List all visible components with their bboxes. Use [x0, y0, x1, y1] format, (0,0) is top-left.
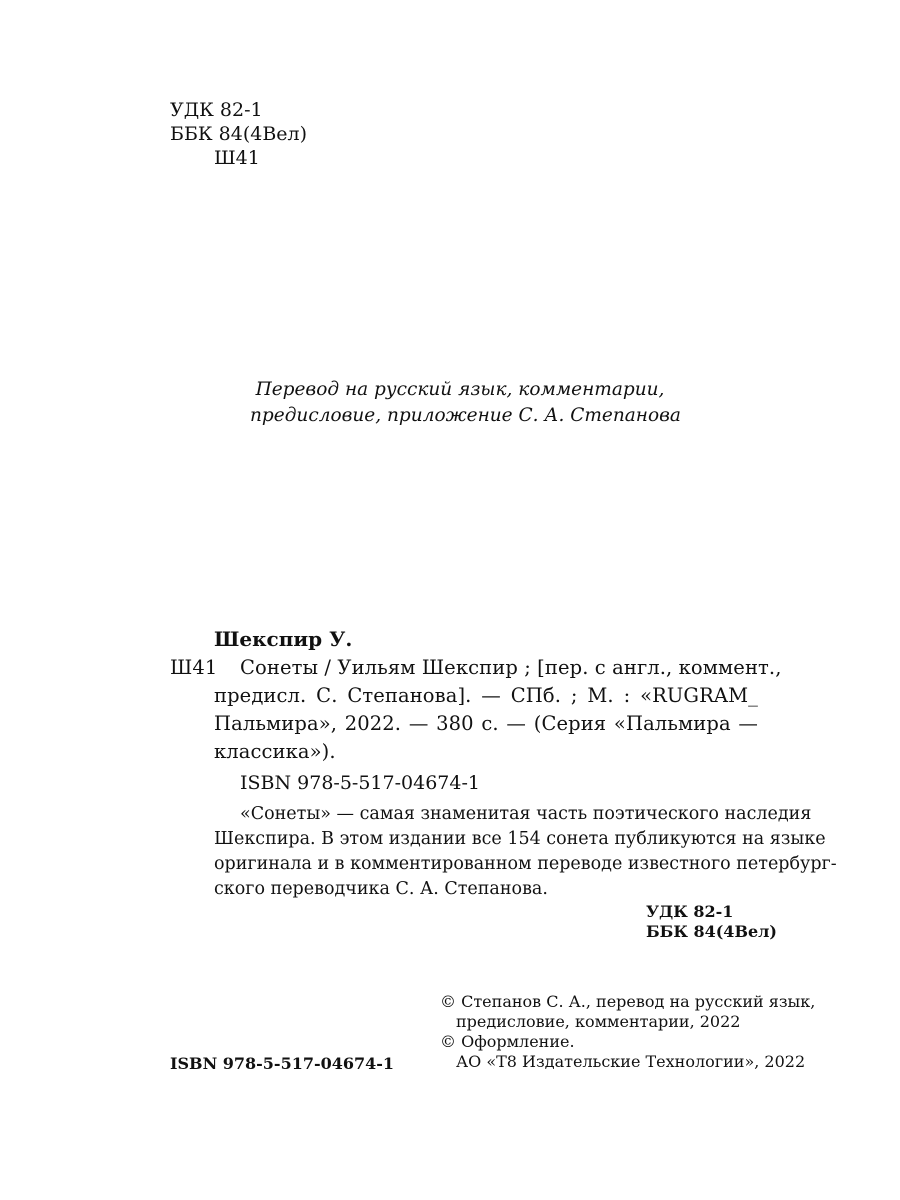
- bbk-code-top: ББК 84(4Вел): [170, 123, 308, 145]
- annotation-line-4: ского переводчика С. А. Степанова.: [214, 879, 548, 899]
- catalog-description-line-1: Сонеты / Уильям Шекспир ; [пер. с англ., коммент.,: [240, 656, 782, 679]
- catalog-description-line-3: Пальмира», 2022. — 380 с. — (Серия «Пальмира —: [214, 712, 758, 735]
- catalog-bbk: ББК 84(4Вел): [646, 922, 777, 941]
- copyright-line-4: АО «Т8 Издательские Технологии», 2022: [456, 1052, 806, 1071]
- copyright-line-1: © Степанов С. А., перевод на русский язык,: [440, 992, 816, 1011]
- footer-isbn: ISBN 978-5-517-04674-1: [170, 1054, 395, 1073]
- udk-code-top: УДК 82-1: [170, 99, 263, 121]
- translation-credit-line-2: предисловие, приложение С. А. Степанова: [250, 405, 681, 426]
- annotation-line-2: Шекспира. В этом издании все 154 сонета публикуются на языке: [214, 829, 826, 849]
- catalog-author: Шекспир У.: [214, 627, 353, 651]
- catalog-description-line-2: предисл. С. Степанова]. — СПб. ; М. : «RUGRAM_: [214, 684, 758, 707]
- author-mark-top: Ш41: [214, 147, 260, 169]
- translation-credit-line-1: Перевод на русский язык, комментарии,: [255, 379, 665, 400]
- copyright-line-2: предисловие, комментарии, 2022: [456, 1012, 741, 1031]
- annotation-line-1: «Сонеты» — самая знаменитая часть поэтического наследия: [240, 804, 812, 824]
- annotation-line-3: оригинала и в комментированном переводе известного петербург-: [214, 854, 837, 874]
- catalog-udk: УДК 82-1: [646, 902, 734, 921]
- copyright-line-3: © Оформление.: [440, 1032, 575, 1051]
- catalog-author-mark: Ш41: [170, 656, 218, 679]
- catalog-isbn: ISBN 978-5-517-04674-1: [240, 772, 480, 794]
- catalog-description-line-4: классика»).: [214, 740, 336, 763]
